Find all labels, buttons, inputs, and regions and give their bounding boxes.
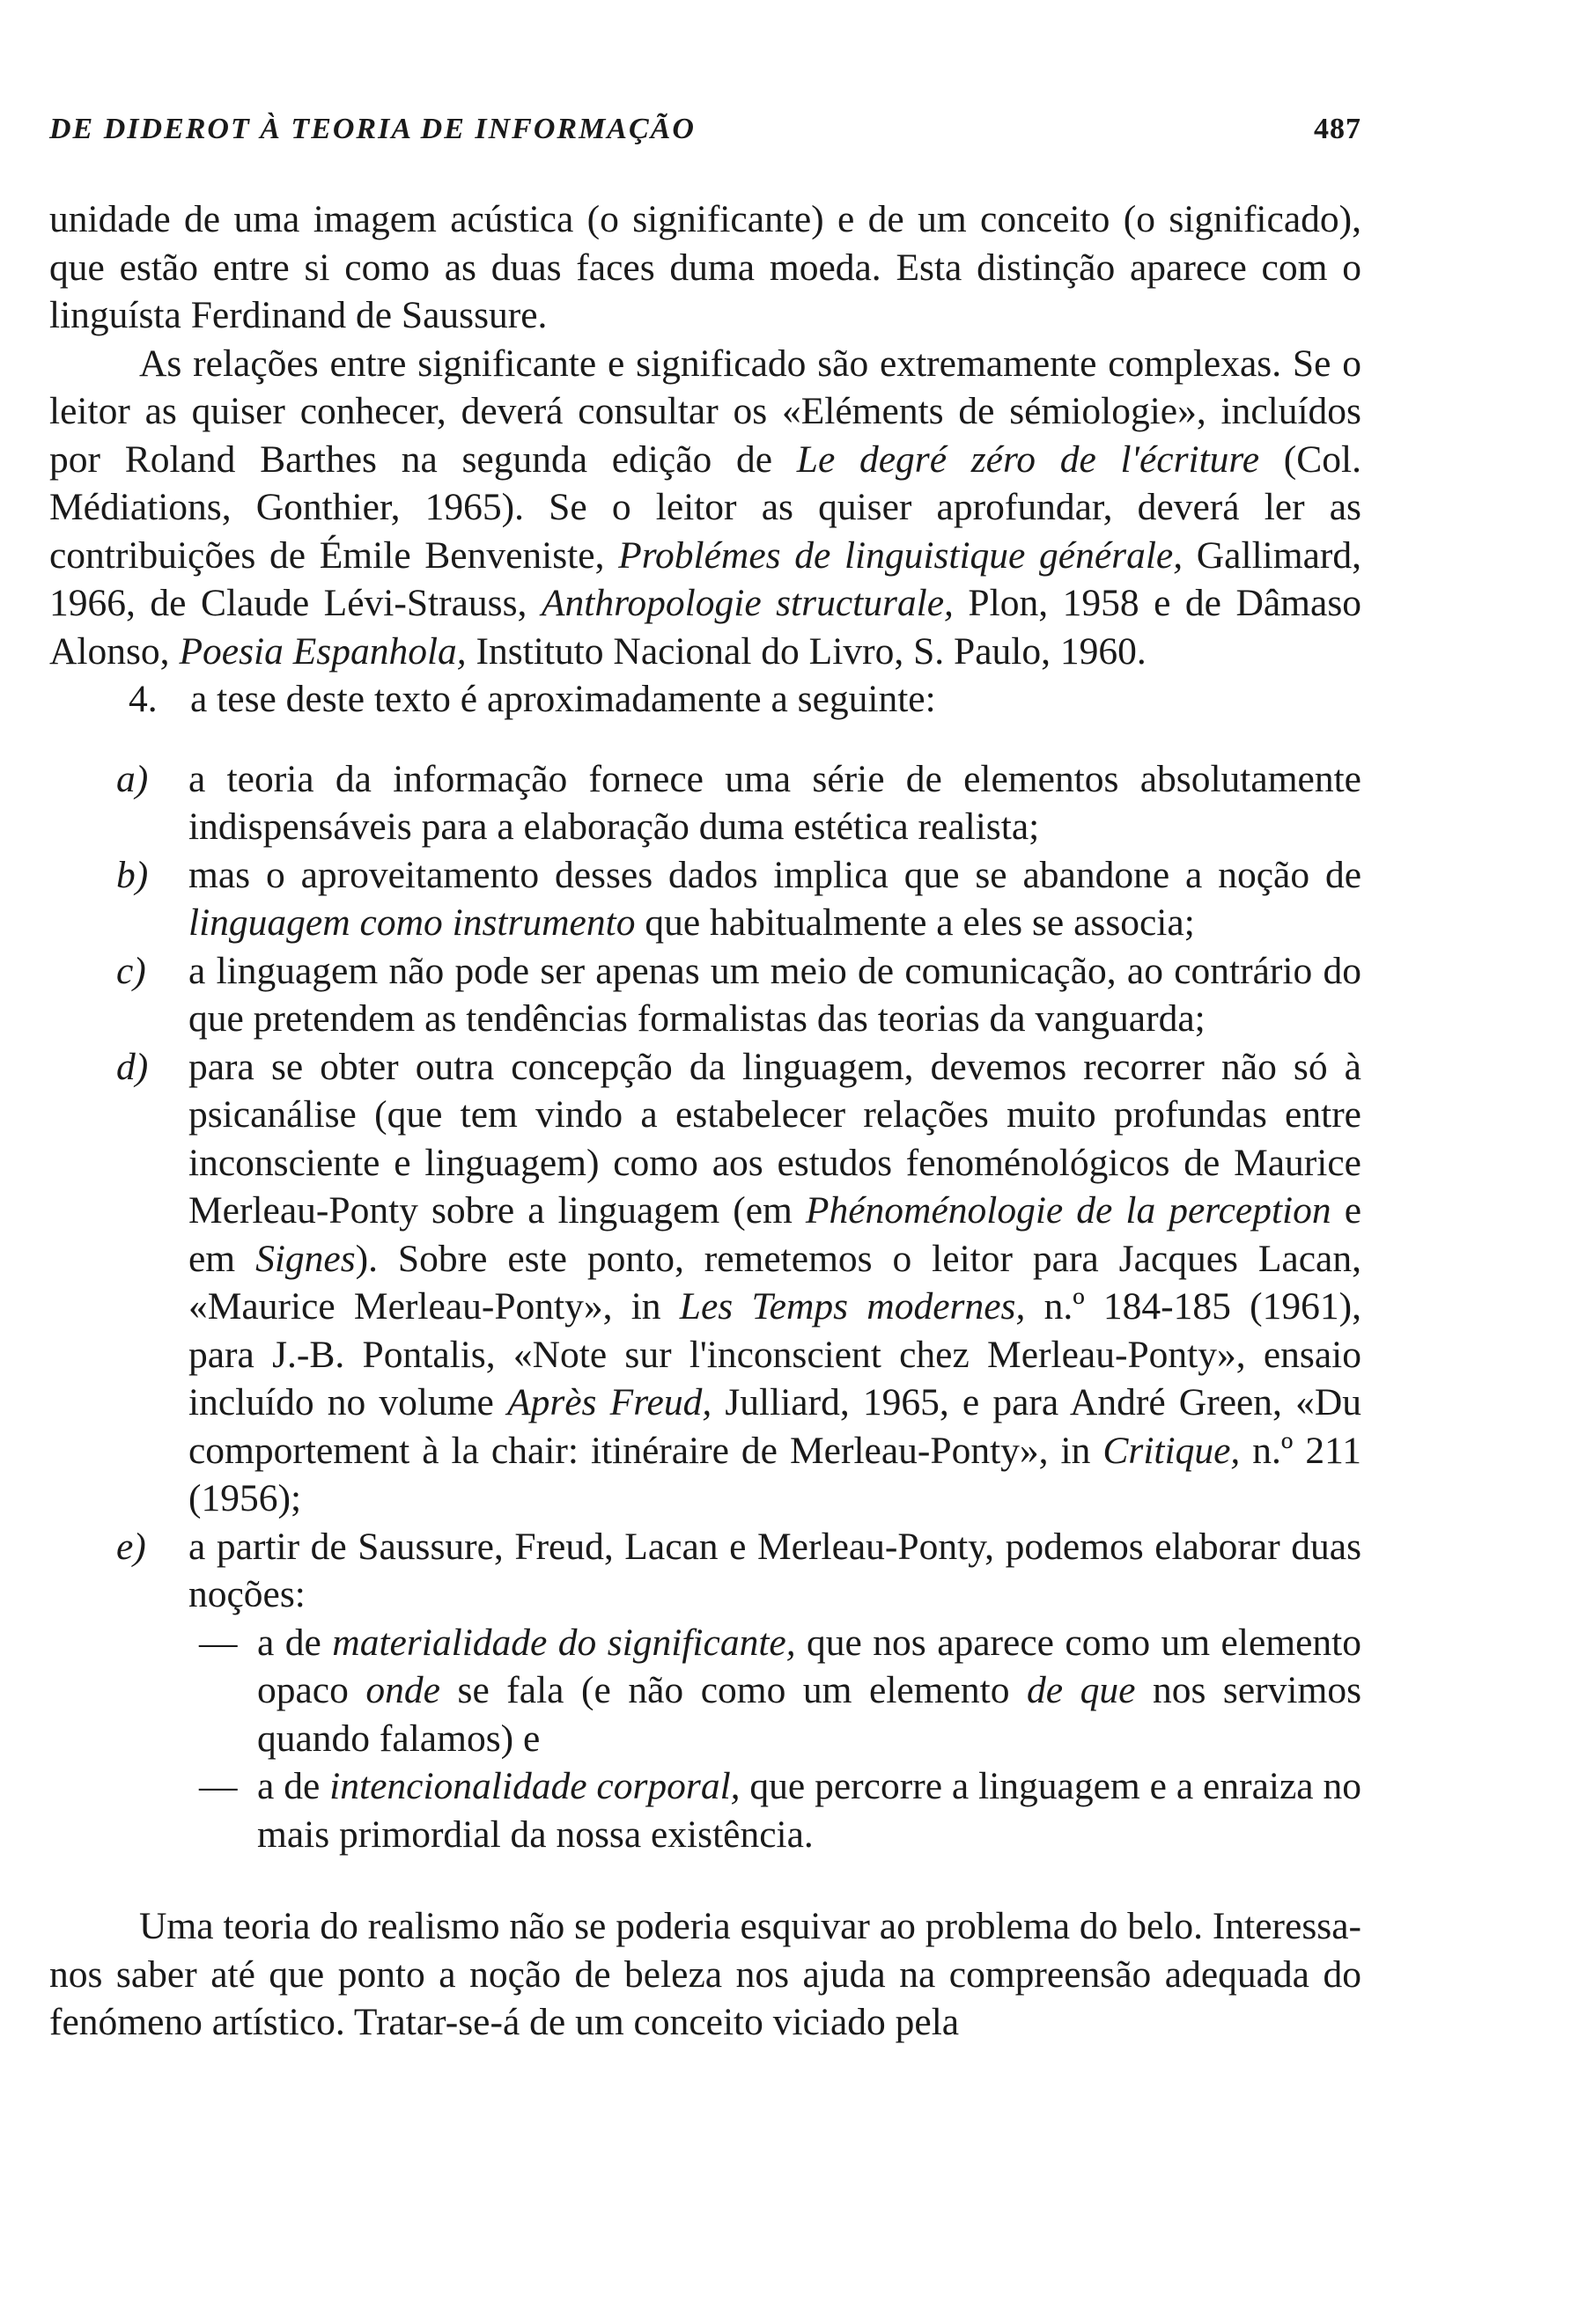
numbered-paragraph-text: a tese deste texto é aproximadamente a seguinte: [190, 678, 936, 720]
list-item-c: c) a linguagem não pode ser apenas um meio de comunicação, ao contrário do que pretendem as tendências formalistas das teorias da vanguarda; [49, 947, 1361, 1043]
item-marker: b) [116, 853, 149, 896]
list-item-d: d) para se obter outra concepção da linguagem, devemos recorrer não só à psicanálise (que tem vindo a estabelecer relações muito profundas entre inconsciente e linguagem) como aos estudos fenoménológicos de Maurice Merleau-Ponty sobre a linguagem (em Phénoménologie de la perception e em Signes). Sobre este ponto, remetemos o leitor para Jacques Lacan, «Maurice Merleau-Ponty», in Les Temps modernes, n.º 184-185 (1961), para J.-B. Pontalis, «Note sur l'inconscient chez Merleau-Ponty», ensaio incluído no volume Après Freud, Julliard, 1965, e para André Green, «Du comportement à la chair: itinéraire de Merleau-Ponty», in Critique, n.º 211 (1956); [49, 1043, 1361, 1523]
page-body [49, 195, 1361, 2047]
numbered-paragraph-4 [49, 675, 1361, 724]
closing-paragraph: Uma teoria do realismo não se poderia esquivar ao problema do belo. Interessa-nos saber até que ponto a noção de beleza nos ajuda na compreensão adequada do fenómeno artístico. Tratar-se-á de um conceito viciado pela [49, 1905, 1361, 2043]
paragraph-number: 4. [129, 678, 158, 720]
em-dash: — [199, 1765, 238, 1807]
list-item-b: b) mas o aproveitamento desses dados implica que se abandone a noção de linguagem como instrumento que habitualmente a eles se associa; [49, 851, 1361, 947]
title-anthropologie: Anthropologie structurale, [541, 582, 954, 624]
sub-item-materialidade: — a de materialidade do significante, que nos aparece como um elemento opaco onde se fala (e não como um elemento de que nos servimos quando falamos) e [49, 1619, 1361, 1763]
sub-item-intencionalidade: — a de intencionalidade corporal, que percorre a linguagem e a enraiza no mais primordial da nossa existência. [49, 1762, 1361, 1858]
running-header [49, 113, 1361, 146]
paragraph-1: unidade de uma imagem acústica (o significante) e de um conceito (o significado), que estão entre si como as duas faces duma moeda. Esta distinção aparece com o linguísta Ferdinand de Saussure. [49, 198, 1361, 336]
closing-section [49, 1902, 1361, 2047]
list-item-e: e) a partir de Saussure, Freud, Lacan e Merleau-Ponty, podemos elaborar duas noções: [49, 1523, 1361, 1619]
title-le-degre-zero: Le degré zéro de l'écriture [796, 438, 1260, 481]
item-marker: e) [116, 1525, 146, 1568]
item-marker: d) [116, 1045, 149, 1088]
paragraph-2: As relações entre significante e significado são extremamente complexas. Se o leitor as quiser conhecer, deverá consultar os «Eléments de sémiologie», incluídos por Roland Barthes na segunda edição de Le degré zéro de l'écriture (Col. Médiations, Gonthier, 1965). Se o leitor as quiser aprofundar, deverá ler as contribuições de Émile Benveniste, Problémes de linguistique générale, Gallimard, 1966, de Claude Lévi-Strauss, Anthropologie structurale, Plon, 1958 e de Dâmaso Alonso, Poesia Espanhola, Instituto Nacional do Livro, S. Paulo, 1960. [49, 342, 1362, 673]
item-marker: c) [116, 949, 146, 992]
page-number: 487 [1314, 113, 1361, 145]
em-dash: — [199, 1621, 238, 1664]
running-title: DE DIDEROT À TEORIA DE INFORMAÇÃO [49, 113, 696, 145]
title-problemes: Problémes de linguistique générale, [618, 533, 1184, 577]
list-item-a: a) a teoria da informação fornece uma série de elementos absolutamente indispensáveis para a elaboração duma estética realista; [49, 755, 1361, 851]
title-poesia-espanhola: Poesia Espanhola, [179, 629, 467, 673]
item-marker: a) [116, 757, 149, 800]
thesis-list [49, 755, 1361, 1859]
